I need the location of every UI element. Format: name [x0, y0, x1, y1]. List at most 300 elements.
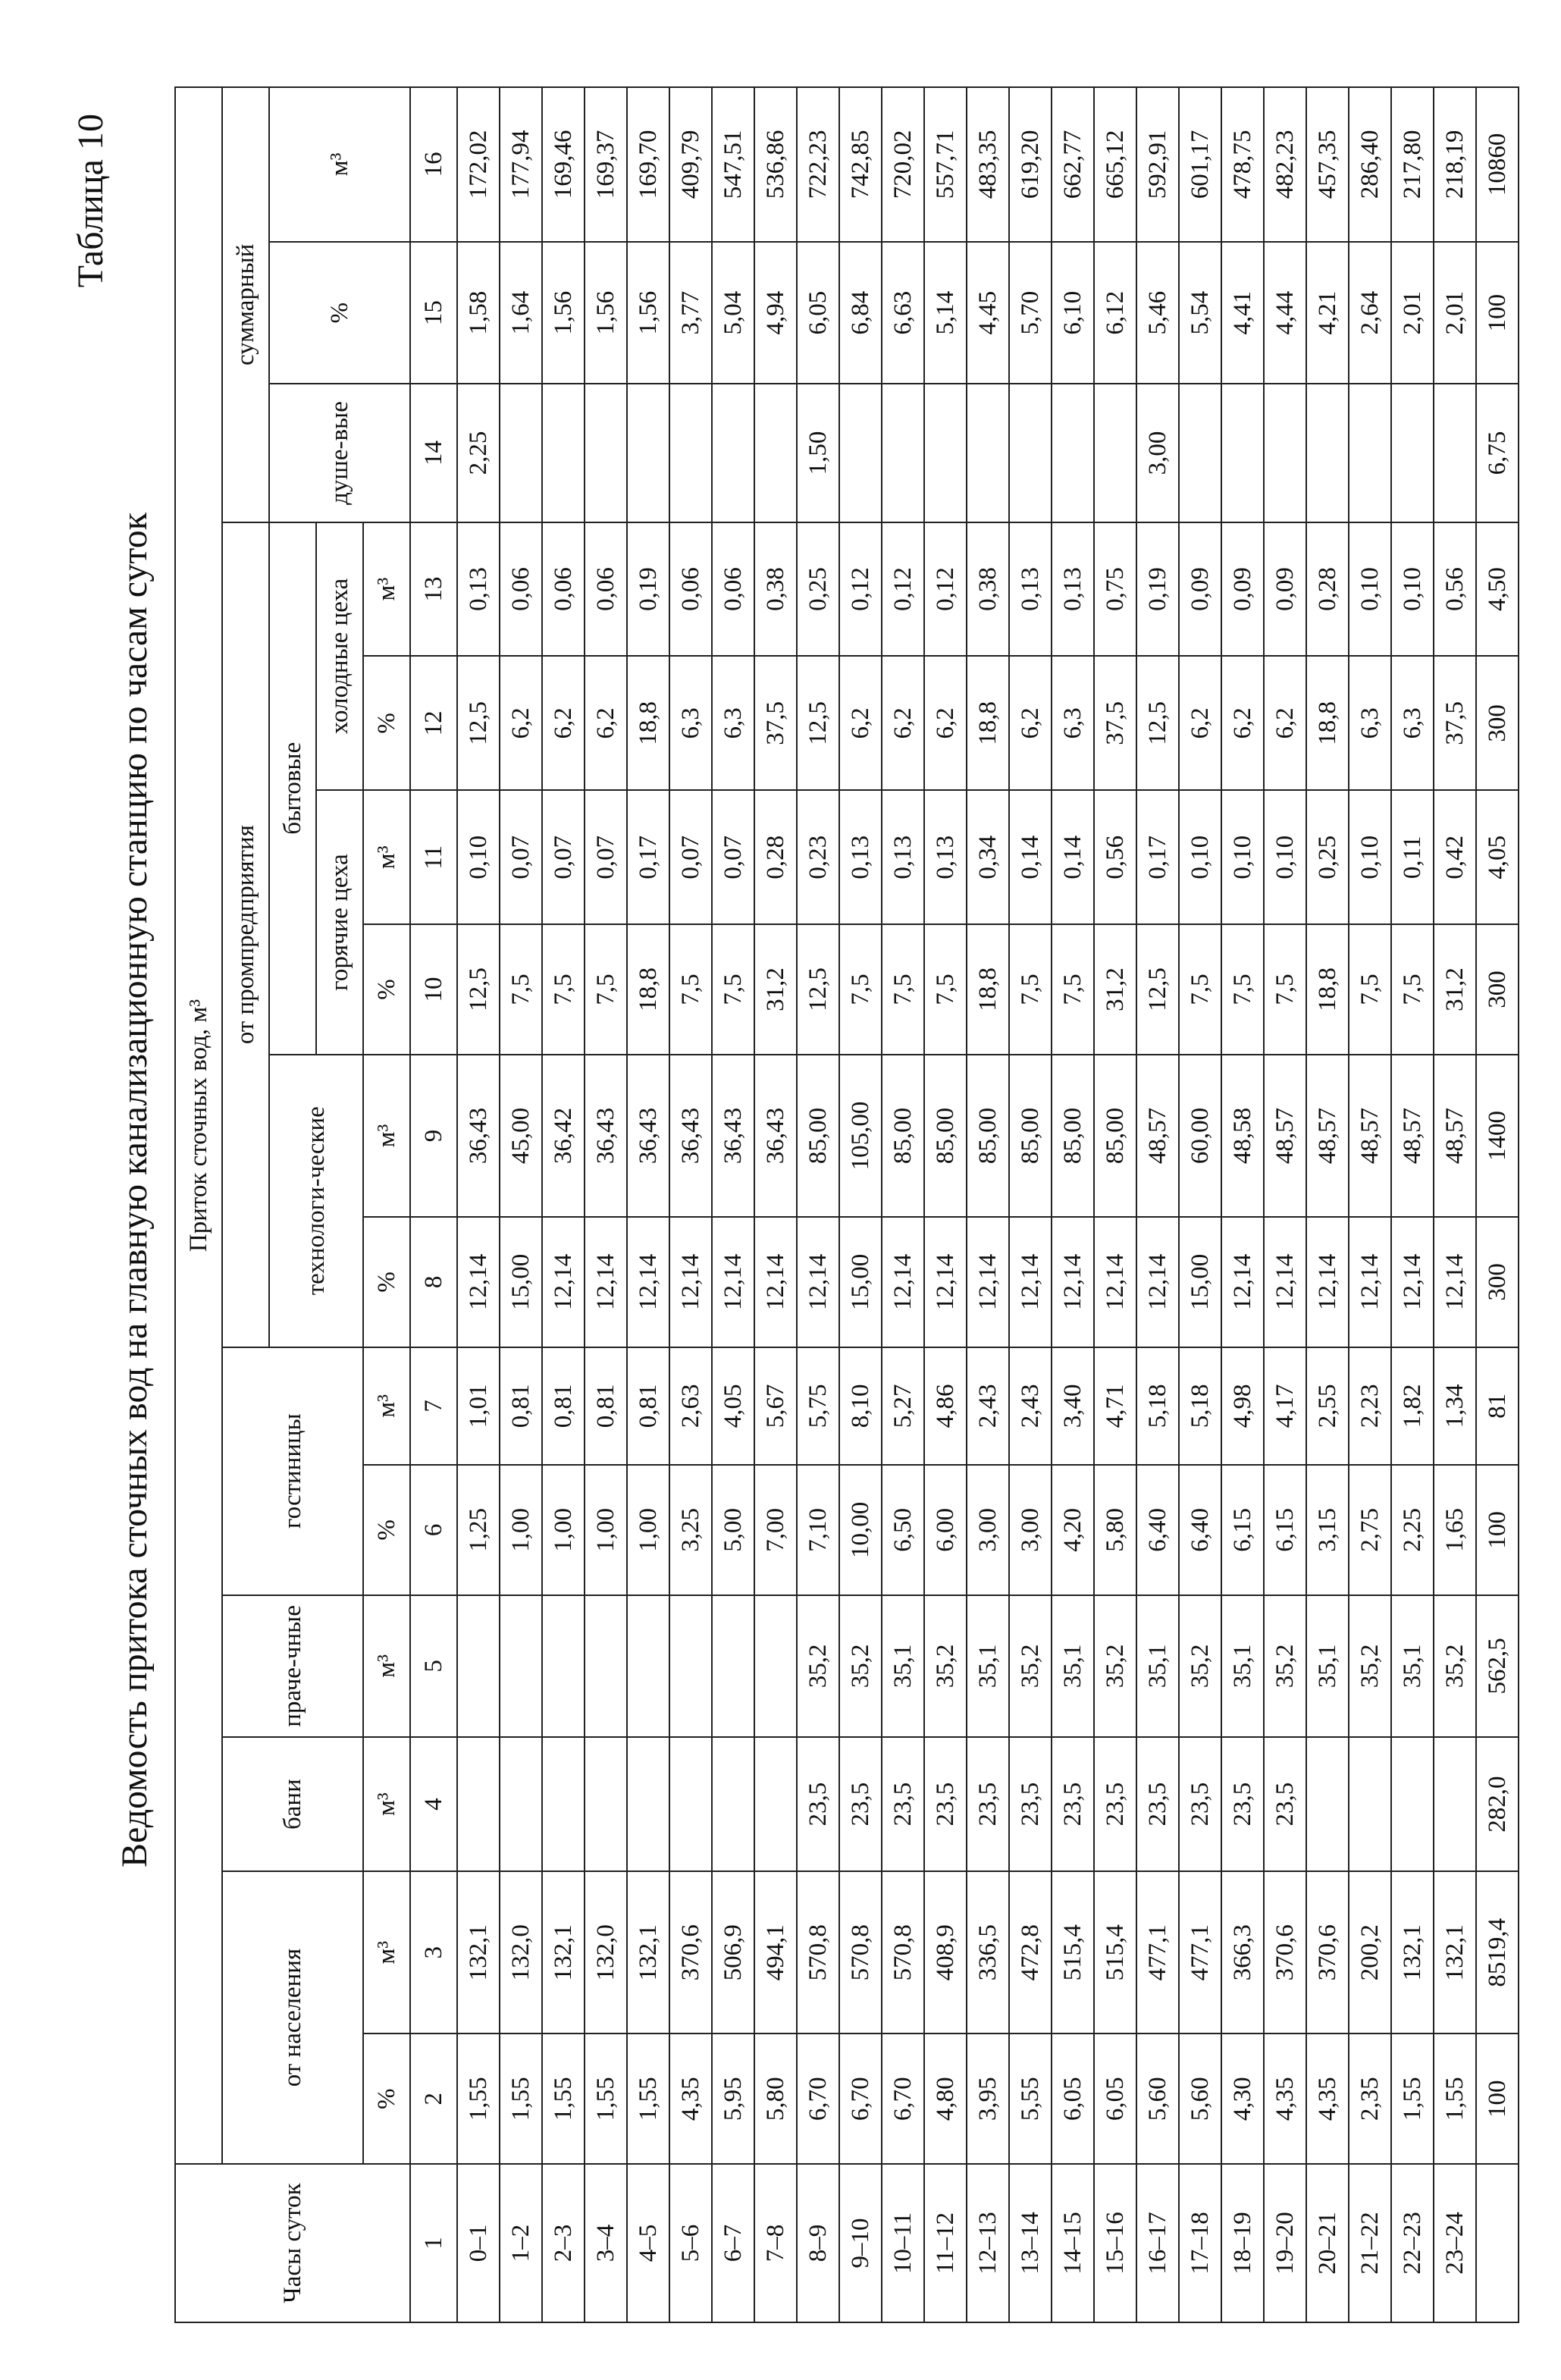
header-domestic: бытовые	[269, 522, 316, 1055]
value-cell: 536,86	[754, 87, 797, 242]
value-cell: 5,70	[1009, 242, 1052, 384]
column-number-cell: 11	[410, 790, 457, 924]
hour-cell: 12–13	[967, 2164, 1009, 2322]
value-cell: 23,5	[882, 1737, 924, 1871]
value-cell: 6,84	[839, 242, 882, 384]
value-cell: 6,05	[1094, 2034, 1136, 2164]
value-cell: 100	[1476, 1465, 1519, 1595]
hour-cell: 18–19	[1221, 2164, 1264, 2322]
value-cell: 6,2	[839, 656, 882, 790]
value-cell: 5,27	[882, 1347, 924, 1465]
table-row	[1009, 87, 1052, 2322]
value-cell: 0,10	[1349, 790, 1391, 924]
value-cell	[457, 1737, 500, 1871]
table-row	[1264, 87, 1306, 2322]
value-cell: 742,85	[839, 87, 882, 242]
column-number-cell: 15	[410, 242, 457, 384]
header-showers: душе-вые	[269, 384, 410, 522]
value-cell: 35,2	[1264, 1595, 1306, 1738]
value-cell: 23,5	[797, 1737, 839, 1871]
value-cell	[1264, 384, 1306, 522]
value-cell: 0,09	[1179, 522, 1221, 657]
value-cell: 132,0	[585, 1871, 627, 2034]
value-cell: 3,15	[1306, 1465, 1349, 1595]
value-cell: 370,6	[1264, 1871, 1306, 2034]
value-cell: 366,3	[1221, 1871, 1264, 2034]
value-cell	[712, 1595, 754, 1738]
value-cell: 0,10	[1264, 790, 1306, 924]
value-cell: 2,43	[967, 1347, 1009, 1465]
hour-cell: 19–20	[1264, 2164, 1306, 2322]
value-cell: 0,13	[457, 522, 500, 657]
value-cell: 85,00	[967, 1055, 1009, 1217]
value-cell: 0,14	[1009, 790, 1052, 924]
value-cell: 15,00	[1179, 1217, 1221, 1347]
value-cell: 31,2	[1434, 924, 1476, 1055]
value-cell	[542, 1595, 585, 1738]
value-cell: 6,3	[1349, 656, 1391, 790]
value-cell: 18,8	[967, 656, 1009, 790]
value-cell: 0,23	[797, 790, 839, 924]
header-total: суммарный	[222, 87, 269, 522]
value-cell: 0,13	[839, 790, 882, 924]
value-cell	[754, 1737, 797, 1871]
value-cell: 35,2	[797, 1595, 839, 1738]
value-cell: 0,11	[1391, 790, 1434, 924]
value-cell: 4,80	[924, 2034, 967, 2164]
value-cell: 6,75	[1476, 384, 1519, 522]
value-cell: 570,8	[882, 1871, 924, 2034]
value-cell: 494,1	[754, 1871, 797, 2034]
hour-cell: 11–12	[924, 2164, 967, 2322]
value-cell: 0,10	[1221, 790, 1264, 924]
value-cell: 4,41	[1221, 242, 1264, 384]
column-number-cell: 8	[410, 1217, 457, 1347]
value-cell	[754, 384, 797, 522]
header-technological: технологи-ческие	[269, 1055, 363, 1347]
value-cell: 31,2	[754, 924, 797, 1055]
value-cell: 6,70	[882, 2034, 924, 2164]
value-cell: 5,80	[754, 2034, 797, 2164]
value-cell: 6,2	[542, 656, 585, 790]
value-cell: 18,8	[967, 924, 1009, 1055]
value-cell: 0,81	[627, 1347, 669, 1465]
value-cell: 0,12	[839, 522, 882, 657]
value-cell: 483,35	[967, 87, 1009, 242]
value-cell: 336,5	[967, 1871, 1009, 2034]
value-cell	[669, 1737, 712, 1871]
value-cell: 6,2	[1221, 656, 1264, 790]
hour-cell: 0–1	[457, 2164, 500, 2322]
header-baths: бани	[222, 1737, 363, 1871]
value-cell: 4,50	[1476, 522, 1519, 657]
value-cell: 1,56	[585, 242, 627, 384]
value-cell: 6,2	[924, 656, 967, 790]
value-cell: 132,1	[627, 1871, 669, 2034]
hour-cell: 13–14	[1009, 2164, 1052, 2322]
header-cold-shops: холодные цеха	[316, 522, 363, 791]
value-cell: 720,02	[882, 87, 924, 242]
value-cell: 35,2	[1009, 1595, 1052, 1738]
value-cell: 0,06	[712, 522, 754, 657]
value-cell: 7,5	[1221, 924, 1264, 1055]
value-cell: 1,55	[1434, 2034, 1476, 2164]
value-cell: 132,1	[1391, 1871, 1434, 2034]
value-cell: 48,58	[1221, 1055, 1264, 1217]
value-cell: 1,55	[585, 2034, 627, 2164]
value-cell: 5,00	[712, 1465, 754, 1595]
value-cell: 478,75	[1221, 87, 1264, 242]
value-cell: 2,25	[457, 384, 500, 522]
value-cell: 0,07	[500, 790, 542, 924]
value-cell: 4,86	[924, 1347, 967, 1465]
value-cell: 3,00	[967, 1465, 1009, 1595]
hour-cell: 22–23	[1391, 2164, 1434, 2322]
value-cell: 45,00	[500, 1055, 542, 1217]
value-cell: 35,1	[1221, 1595, 1264, 1738]
hour-cell: 21–22	[1349, 2164, 1391, 2322]
value-cell: 12,14	[457, 1217, 500, 1347]
value-cell: 515,4	[1094, 1871, 1136, 2034]
value-cell: 2,63	[669, 1347, 712, 1465]
value-cell: 7,5	[712, 924, 754, 1055]
table-row	[1221, 87, 1264, 2322]
value-cell	[1349, 384, 1391, 522]
value-cell: 1,00	[585, 1465, 627, 1595]
value-cell: 5,95	[712, 2034, 754, 2164]
value-cell: 35,1	[1052, 1595, 1094, 1738]
header-technological-pct: %	[363, 1217, 410, 1347]
value-cell: 1,00	[542, 1465, 585, 1595]
value-cell: 592,91	[1136, 87, 1179, 242]
header-enterprise: от промпредприятия	[222, 522, 269, 1347]
value-cell: 7,5	[669, 924, 712, 1055]
value-cell	[1434, 384, 1476, 522]
table-row	[924, 87, 967, 2322]
value-cell: 370,6	[669, 1871, 712, 2034]
value-cell: 4,35	[669, 2034, 712, 2164]
value-cell: 8519,4	[1476, 1871, 1519, 2034]
value-cell: 12,5	[457, 656, 500, 790]
value-cell: 12,5	[1136, 656, 1179, 790]
value-cell: 0,07	[542, 790, 585, 924]
value-cell: 1,65	[1434, 1465, 1476, 1595]
total-row	[1476, 87, 1519, 2322]
value-cell	[585, 1595, 627, 1738]
value-cell: 7,5	[500, 924, 542, 1055]
value-cell: 7,5	[1349, 924, 1391, 1055]
value-cell: 5,18	[1179, 1347, 1221, 1465]
hour-cell: 9–10	[839, 2164, 882, 2322]
value-cell: 4,05	[1476, 790, 1519, 924]
value-cell: 132,1	[542, 1871, 585, 2034]
value-cell	[669, 384, 712, 522]
value-cell: 12,14	[1391, 1217, 1434, 1347]
value-cell: 7,5	[1009, 924, 1052, 1055]
value-cell: 6,40	[1136, 1465, 1179, 1595]
value-cell: 36,43	[585, 1055, 627, 1217]
value-cell: 7,5	[585, 924, 627, 1055]
value-cell: 0,81	[585, 1347, 627, 1465]
value-cell: 0,10	[1349, 522, 1391, 657]
column-numbers-row	[410, 87, 457, 2322]
column-number-cell: 9	[410, 1055, 457, 1217]
value-cell: 12,14	[1349, 1217, 1391, 1347]
value-cell: 0,28	[754, 790, 797, 924]
value-cell: 5,14	[924, 242, 967, 384]
header-technological-m3: м³	[363, 1055, 410, 1217]
value-cell: 472,8	[1009, 1871, 1052, 2034]
value-cell	[542, 384, 585, 522]
value-cell: 18,8	[1306, 924, 1349, 1055]
value-cell: 60,00	[1179, 1055, 1221, 1217]
value-cell: 35,1	[967, 1595, 1009, 1738]
value-cell: 3,40	[1052, 1347, 1094, 1465]
header-hotels: гостиницы	[222, 1347, 363, 1595]
value-cell	[500, 384, 542, 522]
value-cell: 619,20	[1009, 87, 1052, 242]
value-cell: 12,14	[669, 1217, 712, 1347]
table-row	[839, 87, 882, 2322]
value-cell	[1391, 384, 1434, 522]
value-cell: 1,34	[1434, 1347, 1476, 1465]
hour-cell: 23–24	[1434, 2164, 1476, 2322]
value-cell: 23,5	[1052, 1737, 1094, 1871]
value-cell: 4,05	[712, 1347, 754, 1465]
value-cell: 4,20	[1052, 1465, 1094, 1595]
value-cell: 0,14	[1052, 790, 1094, 924]
value-cell: 12,14	[967, 1217, 1009, 1347]
column-number-cell: 7	[410, 1347, 457, 1465]
value-cell: 48,57	[1264, 1055, 1306, 1217]
hour-cell: 8–9	[797, 2164, 839, 2322]
value-cell: 6,15	[1221, 1465, 1264, 1595]
value-cell: 2,23	[1349, 1347, 1391, 1465]
value-cell: 35,1	[1306, 1595, 1349, 1738]
value-cell: 1,00	[500, 1465, 542, 1595]
value-cell: 0,07	[585, 790, 627, 924]
value-cell: 6,70	[839, 2034, 882, 2164]
value-cell: 12,14	[627, 1217, 669, 1347]
value-cell: 132,1	[457, 1871, 500, 2034]
value-cell: 1,55	[627, 2034, 669, 2164]
column-number-cell: 14	[410, 384, 457, 522]
value-cell: 1,58	[457, 242, 500, 384]
value-cell: 218,19	[1434, 87, 1476, 242]
value-cell: 177,94	[500, 87, 542, 242]
value-cell: 3,00	[1009, 1465, 1052, 1595]
value-cell: 0,10	[457, 790, 500, 924]
value-cell: 10,00	[839, 1465, 882, 1595]
value-cell: 12,14	[542, 1217, 585, 1347]
table-row	[1349, 87, 1391, 2322]
value-cell: 286,40	[1349, 87, 1391, 242]
header-laundries-m3: м³	[363, 1595, 410, 1738]
value-cell: 0,28	[1306, 522, 1349, 657]
value-cell: 300	[1476, 656, 1519, 790]
hour-cell: 6–7	[712, 2164, 754, 2322]
value-cell	[1391, 1737, 1434, 1871]
value-cell: 23,5	[839, 1737, 882, 1871]
value-cell	[585, 1737, 627, 1871]
value-cell: 0,17	[627, 790, 669, 924]
value-cell: 1,25	[457, 1465, 500, 1595]
value-cell	[1349, 1737, 1391, 1871]
hour-cell: 16–17	[1136, 2164, 1179, 2322]
value-cell: 35,2	[839, 1595, 882, 1738]
value-cell: 570,8	[839, 1871, 882, 2034]
value-cell: 0,17	[1136, 790, 1179, 924]
value-cell: 6,05	[797, 242, 839, 384]
value-cell: 0,38	[754, 522, 797, 657]
header-population-m3: м³	[363, 1871, 410, 2034]
value-cell: 36,43	[712, 1055, 754, 1217]
value-cell: 4,21	[1306, 242, 1349, 384]
value-cell: 12,14	[924, 1217, 967, 1347]
value-cell: 48,57	[1391, 1055, 1434, 1217]
table-row	[500, 87, 542, 2322]
value-cell: 37,5	[1434, 656, 1476, 790]
column-number-cell: 3	[410, 1871, 457, 2034]
value-cell: 7,5	[839, 924, 882, 1055]
value-cell: 1400	[1476, 1055, 1519, 1217]
value-cell: 12,5	[1136, 924, 1179, 1055]
table-row	[1391, 87, 1434, 2322]
value-cell	[627, 1737, 669, 1871]
column-number-cell: 6	[410, 1465, 457, 1595]
inflow-table	[174, 86, 1519, 2323]
value-cell: 2,43	[1009, 1347, 1052, 1465]
value-cell: 48,57	[1136, 1055, 1179, 1217]
value-cell: 169,70	[627, 87, 669, 242]
value-cell: 36,43	[754, 1055, 797, 1217]
value-cell: 35,1	[1391, 1595, 1434, 1738]
value-cell: 7,5	[882, 924, 924, 1055]
value-cell: 0,25	[797, 522, 839, 657]
value-cell: 2,55	[1306, 1347, 1349, 1465]
value-cell: 12,5	[797, 656, 839, 790]
value-cell: 85,00	[1094, 1055, 1136, 1217]
value-cell: 0,07	[669, 790, 712, 924]
table-body	[457, 87, 1519, 2322]
value-cell: 7,10	[797, 1465, 839, 1595]
value-cell: 35,2	[1434, 1595, 1476, 1738]
hour-cell: 3–4	[585, 2164, 627, 2322]
value-cell: 12,5	[457, 924, 500, 1055]
value-cell: 1,82	[1391, 1347, 1434, 1465]
value-cell: 370,6	[1306, 1871, 1349, 2034]
value-cell: 18,8	[1306, 656, 1349, 790]
value-cell: 0,38	[967, 522, 1009, 657]
hour-cell: 7–8	[754, 2164, 797, 2322]
value-cell: 0,42	[1434, 790, 1476, 924]
value-cell: 5,55	[1009, 2034, 1052, 2164]
header-total-pct: %	[269, 242, 410, 384]
value-cell: 6,12	[1094, 242, 1136, 384]
value-cell	[712, 384, 754, 522]
value-cell	[882, 384, 924, 522]
value-cell: 15,00	[500, 1217, 542, 1347]
value-cell: 0,09	[1264, 522, 1306, 657]
value-cell: 37,5	[1094, 656, 1136, 790]
value-cell: 6,3	[1391, 656, 1434, 790]
value-cell: 85,00	[797, 1055, 839, 1217]
hour-cell: 1–2	[500, 2164, 542, 2322]
value-cell: 85,00	[1052, 1055, 1094, 1217]
value-cell: 4,30	[1221, 2034, 1264, 2164]
value-cell: 1,01	[457, 1347, 500, 1465]
value-cell: 172,02	[457, 87, 500, 242]
value-cell: 81	[1476, 1347, 1519, 1465]
value-cell	[627, 1595, 669, 1738]
header-hot-shops-m3: м³	[363, 790, 410, 924]
value-cell: 0,81	[500, 1347, 542, 1465]
value-cell: 570,8	[797, 1871, 839, 2034]
value-cell: 2,25	[1391, 1465, 1434, 1595]
table-row	[1434, 87, 1476, 2322]
value-cell: 7,5	[1391, 924, 1434, 1055]
value-cell: 2,01	[1391, 242, 1434, 384]
value-cell: 0,56	[1434, 522, 1476, 657]
header-inflow: Приток сточных вод, м³	[175, 87, 222, 2164]
value-cell: 0,13	[882, 790, 924, 924]
value-cell: 5,18	[1136, 1347, 1179, 1465]
value-cell: 4,35	[1264, 2034, 1306, 2164]
value-cell: 23,5	[1179, 1737, 1221, 1871]
value-cell	[839, 384, 882, 522]
value-cell: 0,06	[585, 522, 627, 657]
column-number-cell: 10	[410, 924, 457, 1055]
value-cell: 6,00	[924, 1465, 967, 1595]
value-cell: 7,5	[1264, 924, 1306, 1055]
value-cell: 23,5	[924, 1737, 967, 1871]
value-cell: 6,05	[1052, 2034, 1094, 2164]
value-cell: 85,00	[1009, 1055, 1052, 1217]
value-cell: 12,14	[1434, 1217, 1476, 1347]
value-cell: 0,12	[924, 522, 967, 657]
value-cell: 12,14	[585, 1217, 627, 1347]
hour-cell: 20–21	[1306, 2164, 1349, 2322]
value-cell: 35,2	[1094, 1595, 1136, 1738]
value-cell: 0,13	[1009, 522, 1052, 657]
value-cell	[1434, 1737, 1476, 1871]
value-cell: 7,00	[754, 1465, 797, 1595]
value-cell	[457, 1595, 500, 1738]
value-cell: 35,1	[1136, 1595, 1179, 1738]
value-cell: 23,5	[1136, 1737, 1179, 1871]
value-cell: 3,77	[669, 242, 712, 384]
table-row	[669, 87, 712, 2322]
value-cell: 31,2	[1094, 924, 1136, 1055]
value-cell: 0,25	[1306, 790, 1349, 924]
value-cell: 0,06	[500, 522, 542, 657]
header-population: от населения	[222, 1871, 363, 2164]
value-cell	[1052, 384, 1094, 522]
value-cell: 169,46	[542, 87, 585, 242]
value-cell: 4,71	[1094, 1347, 1136, 1465]
table-row	[967, 87, 1009, 2322]
value-cell: 4,94	[754, 242, 797, 384]
value-cell: 4,17	[1264, 1347, 1306, 1465]
value-cell: 48,57	[1306, 1055, 1349, 1217]
table-number: Таблица 10	[71, 114, 111, 288]
value-cell: 2,35	[1349, 2034, 1391, 2164]
value-cell: 12,14	[754, 1217, 797, 1347]
value-cell	[967, 384, 1009, 522]
value-cell: 6,63	[882, 242, 924, 384]
value-cell: 35,2	[1179, 1595, 1221, 1738]
value-cell: 2,01	[1434, 242, 1476, 384]
